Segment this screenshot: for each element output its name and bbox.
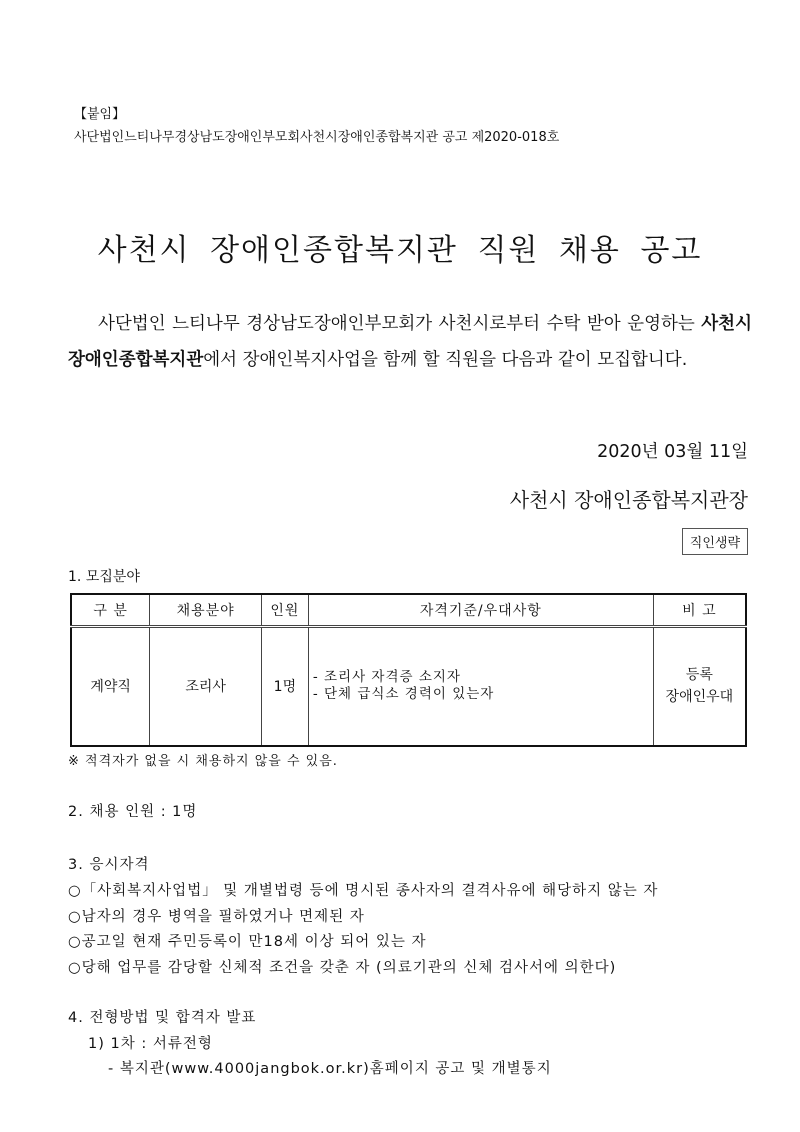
section-2-heading: 2. 채용 인원 : 1명	[68, 804, 198, 820]
cell-qualifications	[308, 626, 653, 746]
issuer-name: 사천시 장애인종합복지관장	[509, 488, 748, 512]
eligibility-item: ○「사회복지사업법」 및 개별법령 등에 명시된 종사자의 결격사유에 해당하지 않는 자	[68, 883, 659, 899]
intro-bold-org: 사천시 장애인종합복지관	[68, 314, 752, 370]
header-count: 인원	[261, 594, 308, 626]
eligibility-item: ○당해 업무를 감당할 신체적 조건을 갖춘 자 (의료기관의 신체 검사서에 의한다)	[68, 960, 617, 976]
section-1-heading: 1. 모집분야	[68, 569, 140, 585]
section-3-heading: 3. 응시자격	[68, 857, 150, 873]
screening-step-1: 1) 1차 : 서류전형	[88, 1036, 213, 1052]
cell-remarks	[653, 626, 746, 746]
announcement-reference: 사단법인느티나무경상남도장애인부모회사천시장애인종합복지관 공고 제2020-018호	[74, 130, 560, 145]
qualification-line: - 조리사 자격증 소지자	[312, 669, 461, 686]
cell-count: 1명	[261, 626, 308, 746]
seal-omitted-box: 직인생략	[682, 528, 748, 555]
cell-employment-type: 계약직	[71, 626, 150, 746]
qualification-line: - 단체 급식소 경력이 있는자	[312, 686, 495, 703]
attachment-heading: 【붙임】	[74, 107, 126, 122]
intro-text-1: 사단법인 느티나무 경상남도장애인부모회가 사천시로부터 수탁 받아 운영하는	[98, 314, 702, 334]
intro-paragraph	[68, 306, 752, 378]
page-title: 사천시 장애인종합복지관 직원 채용 공고	[97, 233, 703, 268]
section-4-heading: 4. 전형방법 및 합격자 발표	[68, 1010, 257, 1026]
remark-line: 등록	[685, 667, 713, 684]
remark-line: 장애인우대	[665, 689, 734, 706]
screening-step-1-detail: - 복지관(www.4000jangbok.or.kr)홈페이지 공고 및 개별통지	[108, 1061, 552, 1077]
header-remarks: 비 고	[653, 594, 746, 626]
intro-text-2: 에서 장애인복지사업을 함께 할 직원을 다음과 같이 모집합니다.	[203, 350, 688, 370]
announcement-date: 2020년 03월 11일	[597, 442, 748, 462]
table-footnote: ※ 적격자가 없을 시 채용하지 않을 수 있음.	[68, 754, 338, 769]
header-qualifications: 자격기준/우대사항	[308, 594, 653, 626]
eligibility-item: ○남자의 경우 병역을 필하였거나 면제된 자	[68, 909, 365, 925]
recruitment-table	[70, 593, 747, 747]
table-header-row	[71, 594, 746, 626]
table-row	[71, 626, 746, 746]
cell-field: 조리사	[150, 626, 262, 746]
header-category: 구 분	[71, 594, 150, 626]
eligibility-item: ○공고일 현재 주민등록이 만18세 이상 되어 있는 자	[68, 934, 427, 950]
header-field: 채용분야	[150, 594, 262, 626]
